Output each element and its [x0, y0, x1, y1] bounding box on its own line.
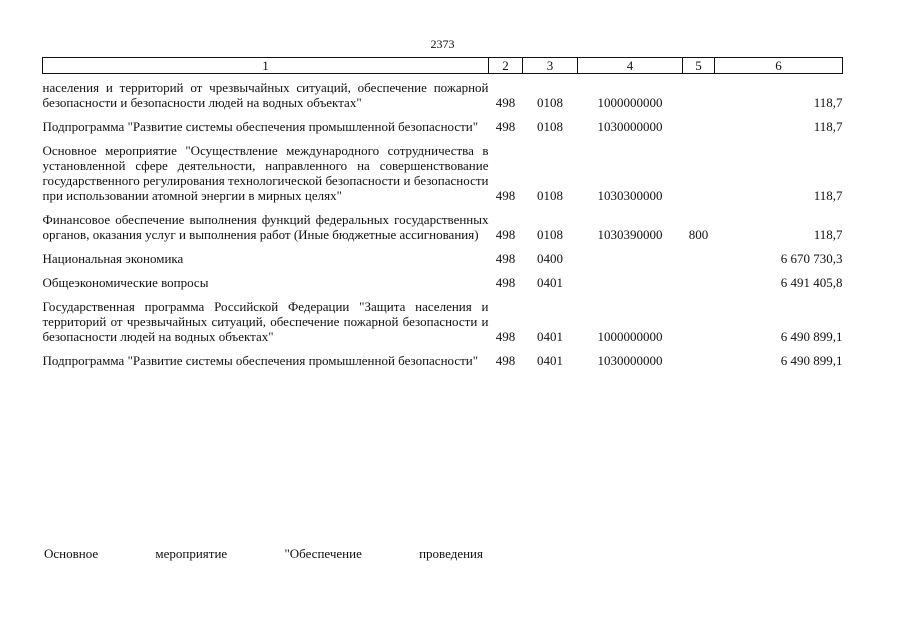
row-amount: 6 670 730,3	[780, 251, 843, 266]
row-grbs: 498	[495, 251, 516, 266]
row-amount: 118,7	[813, 119, 843, 134]
row-vr	[683, 251, 715, 266]
column-header-5: 5	[683, 58, 715, 74]
row-name: Основное мероприятие "Осуществление международного сотрудничества в установленной сфере деятельности, направленного на совершенствование государственного регулирования технологической безопасности и безопасности при использовании атомной энергии в мирных целях"	[42, 143, 489, 203]
column-header-1: 1	[43, 58, 489, 74]
row-name: Национальная экономика	[42, 251, 184, 266]
row-amount: 6 491 405,8	[780, 275, 843, 290]
row-target: 1030000000	[597, 353, 663, 368]
row-amount: 118,7	[813, 188, 843, 203]
row-section: 0108	[537, 95, 563, 110]
row-grbs: 498	[495, 353, 516, 368]
trailing-row-name: Основное мероприятие "Обеспечение проведения	[44, 546, 483, 561]
row-target: 1030390000	[597, 227, 663, 242]
row-amount: 6 490 899,1	[780, 329, 843, 344]
table-row	[43, 251, 843, 266]
row-name: населения и территорий от чрезвычайных ситуаций, обеспечение пожарной безопасности и безопасности людей на водных объектах"	[42, 80, 489, 110]
table-row	[43, 143, 843, 203]
column-header-6: 6	[715, 58, 843, 74]
row-name: Общеэкономические вопросы	[42, 275, 209, 290]
row-section: 0401	[537, 275, 563, 290]
row-target: 1030300000	[597, 188, 663, 203]
column-header-4: 4	[578, 58, 683, 74]
row-target: 1000000000	[597, 329, 663, 344]
row-target: 1000000000	[597, 95, 663, 110]
column-header-2: 2	[489, 58, 523, 74]
row-grbs: 498	[495, 275, 516, 290]
table-row	[43, 119, 843, 134]
row-section: 0401	[537, 353, 563, 368]
row-vr	[683, 80, 715, 110]
table-row	[43, 353, 843, 368]
row-name: Финансовое обеспечение выполнения функций федеральных государственных органов, оказания услуг и выполнения работ (Иные бюджетные ассигнования)	[42, 212, 489, 242]
row-amount: 118,7	[813, 227, 843, 242]
row-vr	[683, 353, 715, 368]
row-grbs: 498	[495, 329, 516, 344]
budget-table	[42, 57, 843, 368]
row-section: 0400	[537, 251, 563, 266]
row-grbs: 498	[495, 227, 516, 242]
row-target	[578, 251, 683, 266]
row-amount: 118,7	[813, 95, 843, 110]
row-vr	[683, 275, 715, 290]
row-name: Подпрограмма "Развитие системы обеспечения промышленной безопасности"	[42, 353, 479, 368]
page-number: 2373	[430, 37, 455, 51]
table-row	[43, 299, 843, 344]
table-row	[43, 80, 843, 110]
table-row	[43, 275, 843, 290]
row-section: 0401	[537, 329, 563, 344]
row-name: Подпрограмма "Развитие системы обеспечения промышленной безопасности"	[42, 119, 479, 134]
row-vr	[683, 119, 715, 134]
row-target: 1030000000	[597, 119, 663, 134]
row-vr	[683, 143, 715, 203]
row-name: Государственная программа Российской Федерации "Защита населения и территорий от чрезвычайных ситуаций, обеспечение пожарной безопасности и безопасности людей на водных объектах"	[42, 299, 489, 344]
row-grbs: 498	[495, 188, 516, 203]
table-row	[43, 212, 843, 242]
row-section: 0108	[537, 188, 563, 203]
row-section: 0108	[537, 119, 563, 134]
row-target	[578, 275, 683, 290]
row-vr: 800	[688, 227, 709, 242]
row-grbs: 498	[495, 95, 516, 110]
row-amount: 6 490 899,1	[780, 353, 843, 368]
table-header-row	[43, 58, 843, 74]
row-grbs: 498	[495, 119, 516, 134]
row-section: 0108	[537, 227, 563, 242]
column-header-3: 3	[523, 58, 578, 74]
row-vr	[683, 299, 715, 344]
